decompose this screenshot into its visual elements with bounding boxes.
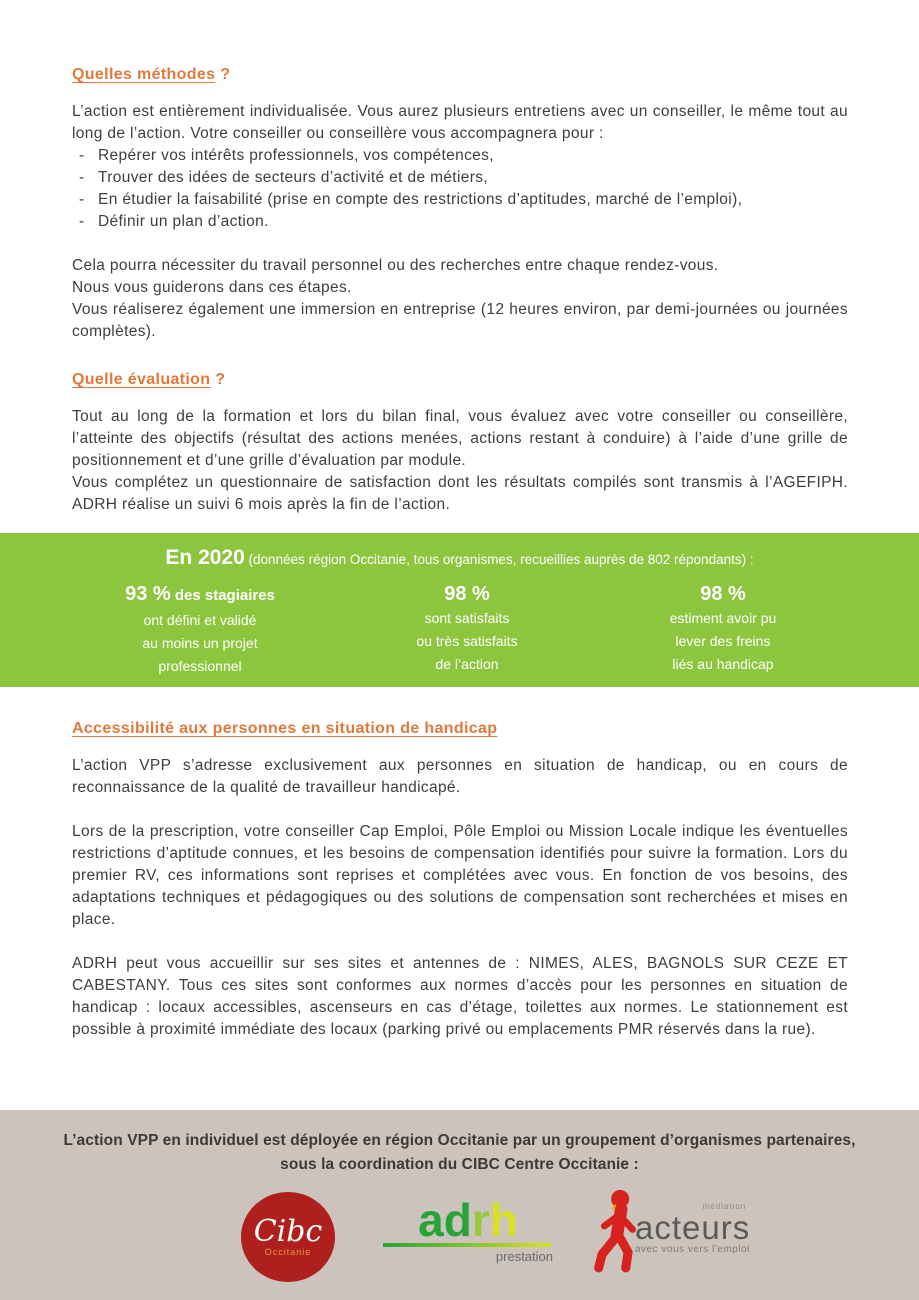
spacer: [72, 233, 848, 255]
acteurs-logo-name: acteurs: [635, 1209, 751, 1246]
accessibility-paragraph: Lors de la prescription, votre conseiller Cap Emploi, Pôle Emploi ou Mission Locale indique les éventuelles restrictions d’aptitude connues, et les besoins de compensation identifiés pour suivre la formation. Lors du premier RV, ces informations sont reprises et complétées avec vous. En fonction de vos besoins, des adaptations techniques et pédagogiques ou des solutions de compensation sont recherchées et mises en place.: [72, 823, 848, 928]
evaluation-paragraph: Tout au long de la formation et lors du bilan final, vous évaluez avec votre conseiller ou conseillère, l’atteinte des objectifs (résultat des actions menées, actions restant à conduire) à l’aide d’une grille de positionnement et d’une grille d’évaluation par module.: [72, 408, 848, 469]
stats-year: En 2020: [165, 546, 245, 569]
footer-text: [0, 1129, 919, 1177]
adrh-logo: [383, 1194, 553, 1264]
partner-logos: [0, 1178, 919, 1288]
stat-line: de l’action: [435, 656, 499, 672]
acteurs-logo-tagline: avec vous vers l’emploi: [635, 1244, 750, 1255]
cibc-logo: [241, 1192, 335, 1282]
spacer: [72, 931, 848, 953]
stats-banner: [0, 533, 919, 687]
list-item: - Définir un plan d’action.: [72, 211, 848, 233]
methods-paragraph: Cela pourra nécessiter du travail personnel ou des recherches entre chaque rendez-vous.: [72, 257, 719, 274]
section-heading-evaluation: [72, 369, 848, 391]
footer-line: sous la coordination du CIBC Centre Occitanie :: [280, 1156, 639, 1173]
stats-source-note: (données région Occitanie, tous organismes, recueillies auprès de 802 répondants) :: [244, 552, 754, 567]
evaluation-paragraph: Vous complétez un questionnaire de satisfaction dont les résultats compilés sont transmis à l’AGEFIPH. ADRH réalise un suivi 6 mois après la fin de l’action.: [72, 474, 848, 513]
adrh-letters-ad: ad: [418, 1194, 472, 1246]
stat-number: 93 %: [125, 583, 171, 605]
stat-line: au moins un projet: [142, 635, 258, 651]
stat-line: ont défini et validé: [143, 612, 257, 628]
section-heading-methods: [72, 64, 848, 86]
heading-text: Quelles méthodes: [72, 66, 216, 83]
accessibility-paragraph: ADRH peut vous accueillir sur ses sites et antennes de : NIMES, ALES, BAGNOLS SUR CEZE ET CABESTANY. Tous ces sites sont conformes aux normes d’accès pour les personnes en situation de handicap : locaux accessibles, ascenseurs en cas d’étage, toilettes aux normes. Le stationnement est possible à proximité immédiate des locaux (parking privé ou emplacements PMR réservés dans la rue).: [72, 955, 848, 1038]
stat-value: [670, 581, 777, 607]
methods-intro-paragraph: L’action est entièrement individualisée. Vous aurez plusieurs entretiens avec un conseiller, le même tout au long de l’action. Votre conseiller ou conseillère vous accompagnera pour :: [72, 103, 848, 142]
heading-suffix: ?: [215, 66, 231, 83]
stat-number: 98 %: [444, 583, 490, 605]
stat-column-satisfaction: [416, 581, 517, 676]
methods-bullet-list: [72, 145, 848, 233]
stat-line: sont satisfaits: [424, 610, 510, 626]
footer-line: L’action VPP en individuel est déployée en région Occitanie par un groupement d’organismes partenaires,: [63, 1132, 856, 1149]
acteurs-logo-text: [635, 1202, 750, 1255]
adrh-logo-tagline: prestation: [495, 1249, 553, 1264]
stat-value: [416, 581, 517, 607]
list-item: - En étudier la faisabilité (prise en compte des restrictions d’aptitudes, marché de l’emploi),: [72, 189, 848, 211]
spacer: [72, 799, 848, 821]
stat-line: professionnel: [158, 658, 242, 674]
stat-number: 98 %: [700, 583, 746, 605]
stat-column-projet: [125, 581, 275, 678]
heading-text: Accessibilité aux personnes en situation de handicap: [72, 720, 498, 737]
methods-paragraph: Vous réaliserez également une immersion en entreprise (12 heures environ, par demi-journées ou journées complètes).: [72, 301, 848, 340]
heading-suffix: ?: [210, 371, 226, 388]
partners-footer: [0, 1110, 919, 1300]
list-item: - Repérer vos intérêts professionnels, vos compétences,: [72, 145, 848, 167]
spacer: [72, 343, 848, 369]
stats-banner-title: [0, 546, 919, 570]
methods-paragraph: Nous vous guiderons dans ces étapes.: [72, 279, 352, 296]
stat-value: [125, 581, 275, 609]
stat-number-label: des stagiaires: [170, 587, 275, 604]
cibc-logo-name: Cibc: [253, 1214, 323, 1249]
section-heading-accessibility: [72, 718, 848, 740]
main-content-top: [72, 64, 848, 516]
stat-line: liés au handicap: [672, 656, 774, 672]
heading-text: Quelle évaluation: [72, 371, 211, 388]
stat-line: estiment avoir pu: [669, 610, 777, 626]
adrh-letter-h: h: [489, 1194, 518, 1246]
acteurs-logo-top-label: médiation: [702, 1202, 747, 1211]
stat-line: lever des freins: [675, 633, 771, 649]
acteurs-logo: [593, 1186, 753, 1282]
adrh-logo-name: [383, 1194, 553, 1246]
stat-column-freins: [670, 581, 777, 676]
list-item: - Trouver des idées de secteurs d’activité et de métiers,: [72, 167, 848, 189]
stat-line: ou très satisfaits: [416, 633, 518, 649]
main-content-bottom: [72, 718, 848, 1041]
accessibility-paragraph: L’action VPP s’adresse exclusivement aux personnes en situation de handicap, ou en cours de reconnaissance de la qualité de travailleur handicapé.: [72, 757, 848, 796]
cibc-logo-region: Occitanie: [264, 1247, 312, 1257]
adrh-letter-r: r: [471, 1194, 490, 1246]
